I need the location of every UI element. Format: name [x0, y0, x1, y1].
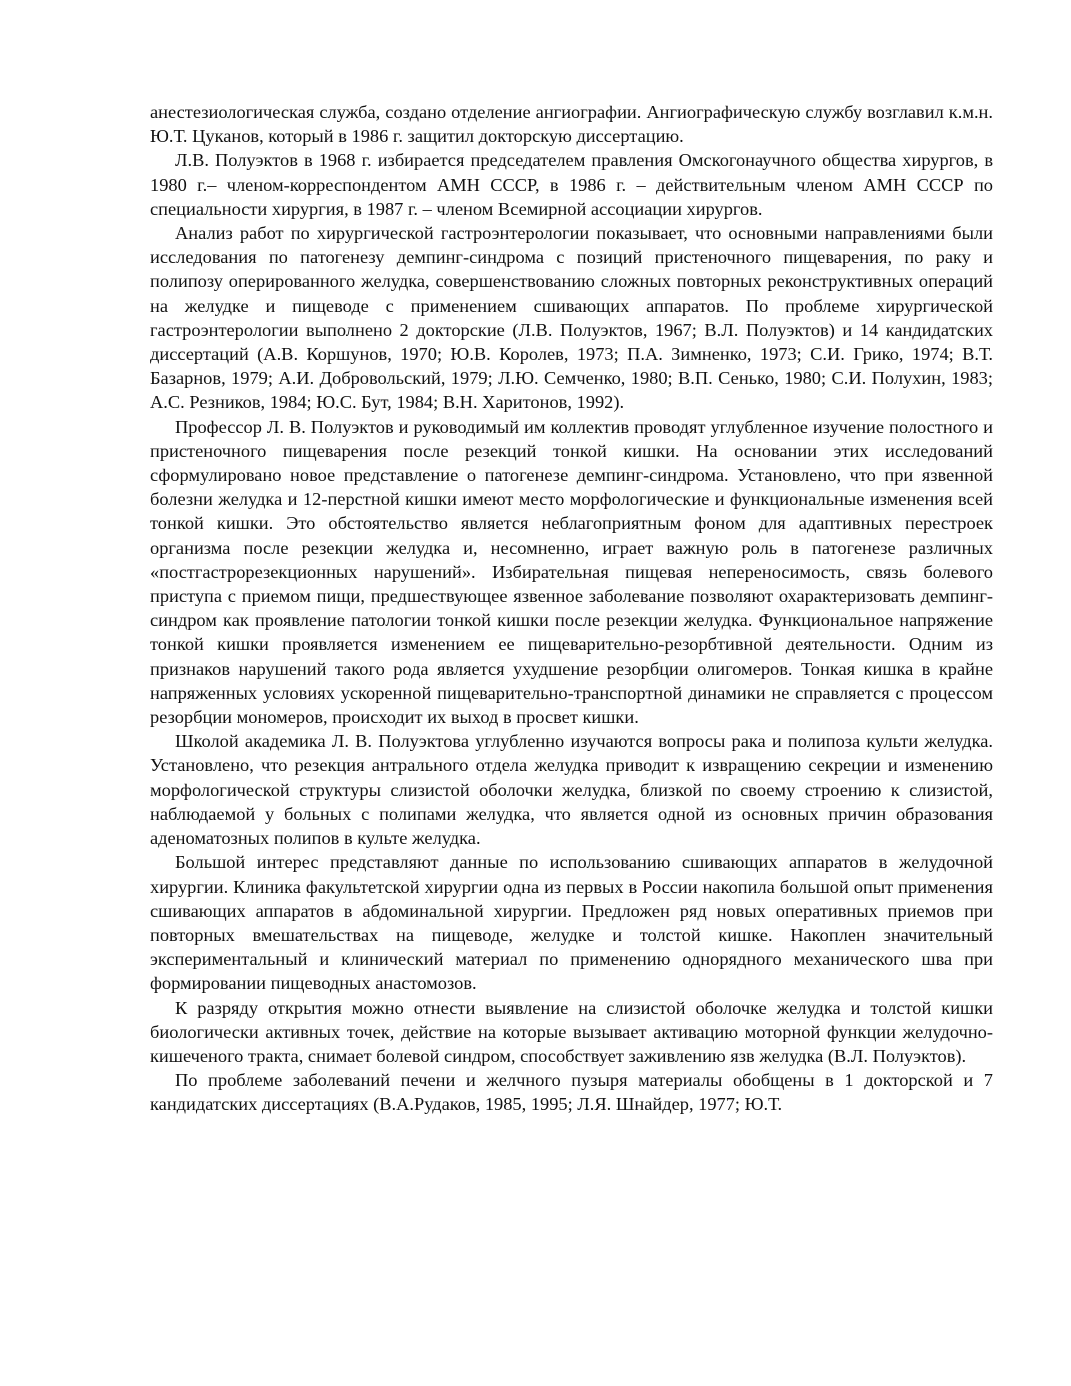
paragraph-liver-gallbladder: По проблеме заболеваний печени и желчного пузыря материалы обобщены в 1 докторской и 7 кандидатских диссертациях (В.А.Рудаков, 1985, 1995; Л.Я. Шнайдер, 1977; Ю.Т. [150, 1070, 993, 1115]
paragraph-digestion-research: Профессор Л. В. Полуэктов и руководимый им коллектив проводят углубленное изучение полостного и пристеночного пищеварения после резекций тонкой кишки. На основании этих исследований сформулировано новое представление о патогенезе демпинг-синдрома. Установлено, что при язвенной болезни желудка и 12-перстной кишки имеют место морфологические и функциональные изменения всей тонкой кишки. Это обстоятельство является неблагоприятным фоном для адаптивных перестроек организма после резекции желудка и, несомненно, играет важную роль в патогенезе различных «постгастрорезекционных нарушений». Избирательная пищевая непереносимость, связь болевого приступа с приемом пищи, предшествующее язвенное заболевание позволяют охарактеризовать демпинг-синдром как проявление патологии тонкой кишки после резекции желудка. Функциональное напряжение тонкой кишки проявляется изменением ее пищеварительно-резорбтивной деятельности. Одним из признаков нарушений такого рода является ухудшение резорбции олигомеров. Тонкая кишка в крайне напряженных условиях ускоренной пищеварительно-транспортной динамики не справляется с процессом резорбции мономеров, происходит их выход в просвет кишки. [150, 416, 993, 728]
paragraph-stapling-devices: Большой интерес представляют данные по использованию сшивающих аппаратов в желудочной хирургии. Клиника факультетской хирургии одна из первых в России накопила большой опыт применения сшивающих аппаратов в абдоминальной хирургии. Предложен ряд новых оперативных приемов при повторных вмешательствах на пищеводе, желудке и толстой кишке. Накоплен значительный экспериментальный и клинический материал по применению однорядного механического шва при формировании пищеводных анастомозов. [150, 852, 993, 994]
paragraph-angiography-continued: анестезиологическая служба, создано отделение ангиографии. Ангиографическую службу возглавил к.м.н. Ю.Т. Цуканов, который в 1986 г. защитил докторскую диссертацию. [150, 102, 993, 147]
paragraph-poluektov-career: Л.В. Полуэктов в 1968 г. избирается председателем правления Омскогонаучного общества хирургов, в 1980 г.– членом-корреспондентом АМН СССР, в 1986 г. – действительным членом АМН СССР по специальности хирургия, в 1987 г. – членом Всемирной ассоциации хирургов. [150, 150, 993, 219]
paragraph-gastroenterology-analysis: Анализ работ по хирургической гастроэнтерологии показывает, что основными направлениями были исследования по патогенезу демпинг-синдрома с позиций пристеночного пищеварения, по раку и полипозу оперированного желудка, совершенствованию сложных повторных реконструктивных операций на желудке и пищеводе с применением сшивающих аппаратов. По проблеме хирургической гастроэнтерологии выполнено 2 докторские (Л.В. Полуэктов, 1967; В.Л. Полуэктов) и 14 кандидатских диссертаций (А.В. Коршунов, 1970; Ю.В. Королев, 1973; П.А. Зимненко, 1973; С.И. Грико, 1974; В.Т. Базарнов, 1979; А.И. Добровольский, 1979; Л.Ю. Семченко, 1980; В.П. Сенько, 1980; С.И. Полухин, 1983; А.С. Резников, 1984; Ю.С. Бут, 1984; В.Н. Харитонов, 1992). [150, 223, 993, 413]
paragraph-stomach-cancer-polyposis: Школой академика Л. В. Полуэктова углубленно изучаются вопросы рака и полипоза культи желудка. Установлено, что резекция антрального отдела желудка приводит к извращению секреции и изменению морфологической структуры слизистой оболочки желудка, близкой по своему строению к слизистой, наблюдаемой у больных с полипами желудка, что является одной из основных причин образования аденоматозных полипов в культе желудка. [150, 731, 993, 849]
document-page [150, 100, 993, 1117]
paragraph-active-points-discovery: К разряду открытия можно отнести выявление на слизистой оболочке желудка и толстой кишки биологически активных точек, действие на которые вызывает активацию моторной функции желудочно-кишеченого тракта, снимает болевой синдром, способствует заживлению язв желудка (В.Л. Полуэктов). [150, 997, 993, 1066]
